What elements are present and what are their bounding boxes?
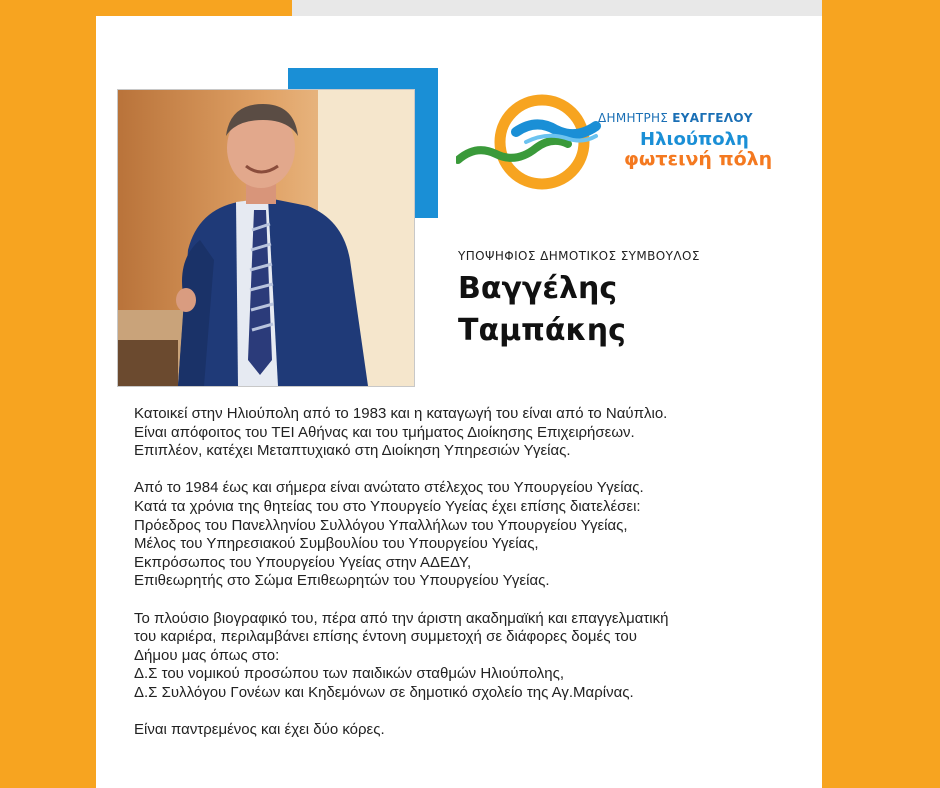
candidate-photo [118,90,414,386]
logo-last-name: ΕΥΑΓΓΕΛΟΥ [672,111,753,125]
bio-line: Δ.Σ του νομικού προσώπου των παιδικών σταθμών Ηλιούπολης, [134,665,564,683]
bio-line: Μέλος του Υπηρεσιακού Συμβουλίου του Υπουργείου Υγείας, [134,535,539,553]
orange-band-top [96,0,292,16]
bio-line: Κατά τα χρόνια της θητείας του στο Υπουργείο Υγείας έχει επίσης διατελέσει: [134,497,641,515]
logo-slogan: φωτεινή πόλη [624,148,773,170]
biography [134,405,814,758]
blue-accent-right [410,68,438,218]
bio-line: Δήμου μας όπως στο: [134,646,280,664]
bio-line: Είναι παντρεμένος και έχει δύο κόρες. [134,721,385,739]
bio-line: Το πλούσιο βιογραφικό του, πέρα από την άριστη ακαδημαϊκή και επαγγελματική [134,609,669,627]
bio-paragraph-1 [134,405,814,461]
bio-line: Πρόεδρος του Πανελληνίου Συλλόγου Υπαλλήλων του Υπουργείου Υγείας, [134,516,628,534]
bio-paragraph-3 [134,610,814,703]
bio-line: Κατοικεί στην Ηλιούπολη από το 1983 και η καταγωγή του είναι από το Ναύπλιο. [134,405,668,422]
orange-band-left [0,0,96,788]
logo-candidate-name [598,111,753,125]
logo-first-name: ΔΗΜΗΤΡΗΣ [598,111,673,125]
bio-line: Εκπρόσωπος του Υπουργείου Υγείας στην ΑΔΕΔΥ, [134,553,472,571]
bio-line: του καριέρα, περιλαμβάνει επίσης έντονη συμμετοχή σε διάφορες δομές του [134,628,637,646]
bio-line: Επιπλέον, κατέχει Μεταπτυχιακό στη Διοίκηση Υπηρεσιών Υγείας. [134,442,571,460]
orange-band-right [822,0,940,788]
candidate-role: ΥΠΟΨΗΦΙΟΣ ΔΗΜΟΤΙΚΟΣ ΣΥΜΒΟΥΛΟΣ [458,249,700,263]
candidate-last-name: Ταμπάκης [458,313,626,348]
bio-line: Από το 1984 έως και σήμερα είναι ανώτατο στέλεχος του Υπουργείου Υγείας. [134,479,644,497]
bio-paragraph-2 [134,479,814,591]
candidate-name [458,268,626,352]
bio-line: Είναι απόφοιτος του ΤΕΙ Αθήνας και του τμήματος Διοίκησης Επιχειρήσεων. [134,423,635,441]
logo-city: Ηλιούπολη [640,129,749,150]
candidate-first-name: Βαγγέλης [458,271,618,306]
bio-paragraph-4 [134,721,814,740]
bio-line: Επιθεωρητής στο Σώμα Επιθεωρητών του Υπουργείου Υγείας. [134,572,550,590]
bio-line: Δ.Σ Συλλόγου Γονέων και Κηδεμόνων σε δημοτικό σχολείο της Αγ.Μαρίνας. [134,683,634,701]
